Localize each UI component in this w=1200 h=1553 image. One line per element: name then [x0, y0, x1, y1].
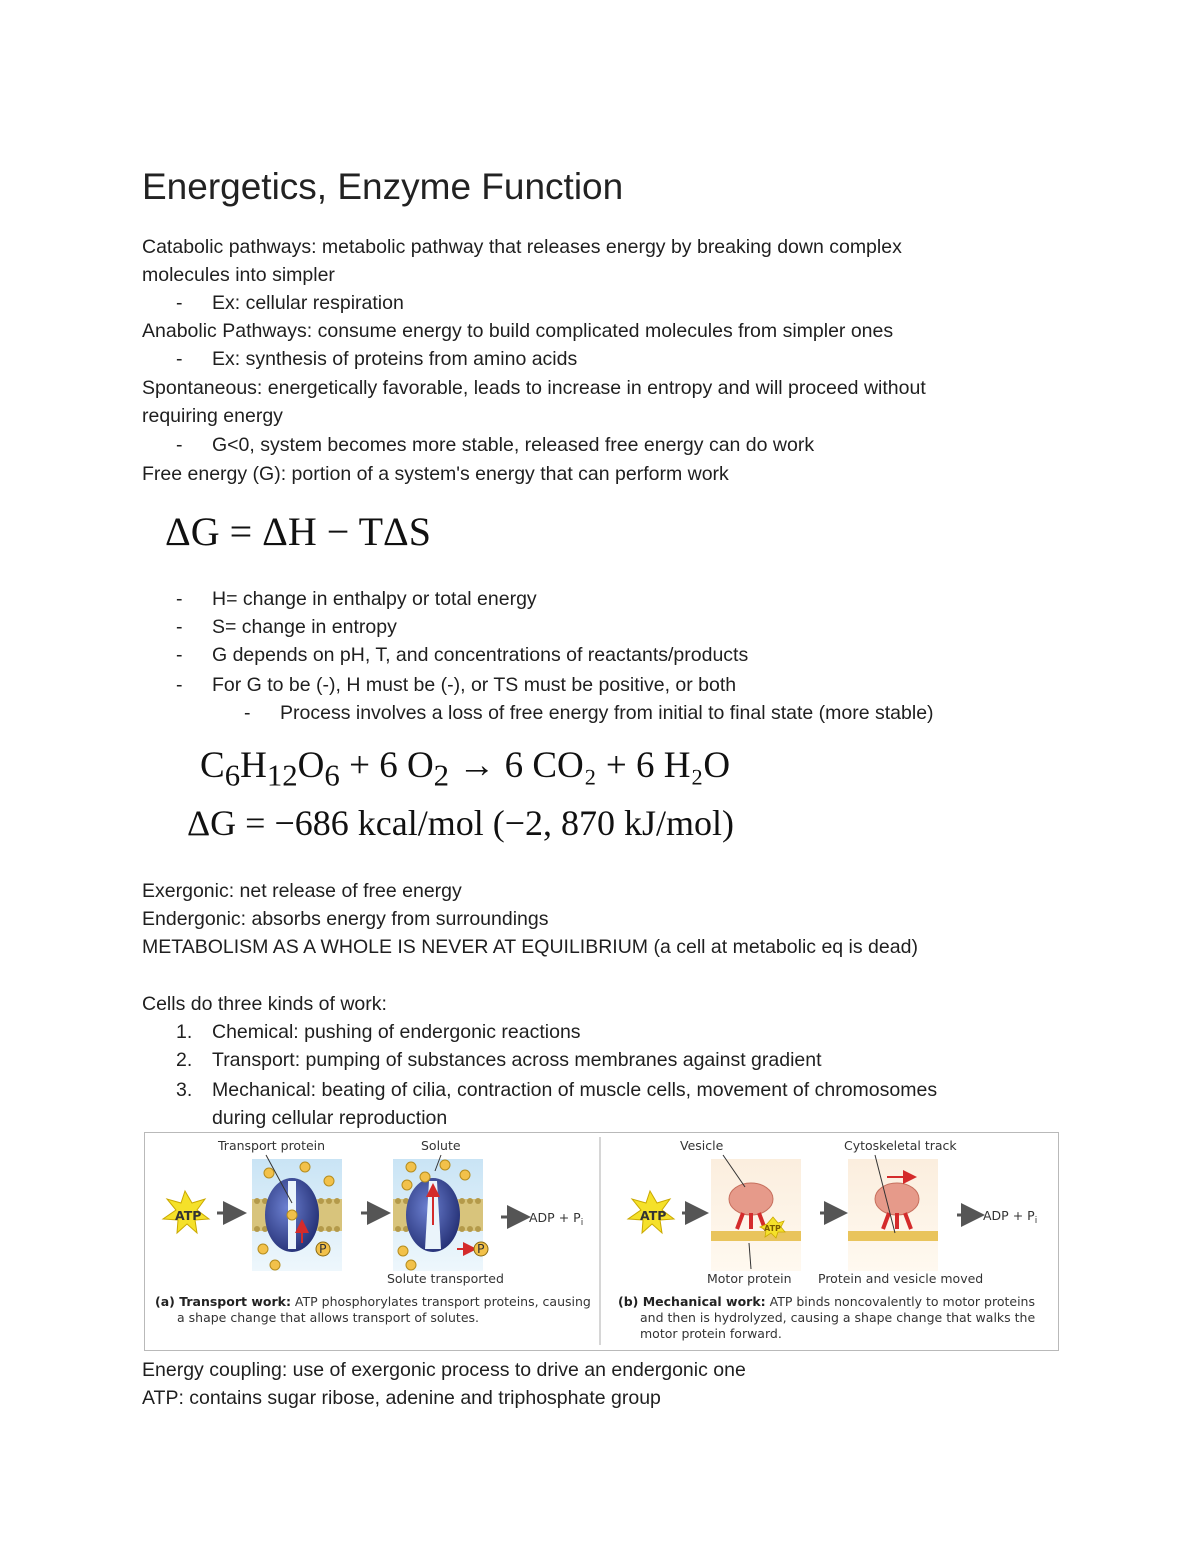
- bullet-text: Ex: cellular respiration: [212, 292, 404, 314]
- caption-text: ATP binds noncovalently to motor proteins: [765, 1294, 1035, 1309]
- vesicle-label: Vesicle: [680, 1138, 724, 1153]
- cytoskeletal-track-label: Cytoskeletal track: [844, 1138, 957, 1153]
- item-text: Transport: pumping of substances across membranes against gradient: [212, 1049, 822, 1071]
- bullet-h-definition: [176, 585, 537, 613]
- mechanical-caption-line-2: and then is hydrolyzed, causing a shape change that walks the: [640, 1310, 1036, 1325]
- pi-i-label: i: [580, 1218, 584, 1228]
- pi-p-label: P: [573, 1210, 581, 1225]
- motor-protein-label: Motor protein: [707, 1271, 792, 1286]
- dash-marker: -: [176, 292, 183, 314]
- transport-protein-label: Transport protein: [218, 1138, 326, 1153]
- dash-marker: -: [176, 434, 183, 456]
- dash-marker: -: [176, 674, 183, 696]
- mechanical-caption-line-3: motor protein forward.: [640, 1326, 782, 1341]
- phosphate-label: P: [319, 1241, 327, 1256]
- glucose-c: C: [200, 745, 225, 786]
- caption-bold: (b) Mechanical work:: [618, 1294, 766, 1309]
- solute-label: Solute: [421, 1138, 461, 1153]
- work-item-3-continued: during cellular reproduction: [212, 1107, 448, 1129]
- transport-caption-line-2: a shape change that allows transport of solutes.: [177, 1310, 480, 1325]
- mechanical-caption-line-1: [618, 1294, 1035, 1309]
- bullet-text: H= change in enthalpy or total energy: [212, 588, 537, 610]
- work-item-3: [176, 1076, 937, 1104]
- spontaneous-line-1: Spontaneous: energetically favorable, leads to increase in entropy and will proceed without: [142, 377, 926, 399]
- item-number: 2.: [176, 1049, 193, 1071]
- work-item-2: [176, 1046, 822, 1074]
- dash-marker: -: [176, 348, 183, 370]
- exergonic-line: Exergonic: net release of free energy: [142, 880, 462, 902]
- adp-label: ADP +: [529, 1210, 574, 1225]
- glucose-equation: $C_6H_{12}O_6 + 6$ $O_2 \to 6$ CO₂ + 6 H₂O: [200, 745, 731, 793]
- solute-transported-label: Solute transported: [387, 1271, 504, 1286]
- pi-i-label: i: [1034, 1216, 1038, 1226]
- metabolism-line: METABOLISM AS A WHOLE IS NEVER AT EQUILIBRIUM (a cell at metabolic eq is dead): [142, 936, 918, 958]
- page-title: Energetics, Enzyme Function: [142, 166, 624, 207]
- item-text: Mechanical: beating of cilia, contraction of muscle cells, movement of chromosomes: [212, 1079, 938, 1101]
- pi-p-label: P: [1027, 1208, 1035, 1223]
- vesicle-moved-icon: [875, 1183, 919, 1215]
- caption-text: ATP phosphorylates transport proteins, causing: [290, 1294, 591, 1309]
- transport-caption-line-1: [155, 1294, 591, 1309]
- bullet-text: G depends on pH, T, and concentrations of reactants/products: [212, 644, 749, 666]
- vesicle-icon: [729, 1183, 773, 1215]
- atp-small-label: ATP: [764, 1224, 781, 1233]
- delta-g-equation: ΔG = −686 kcal/mol (−2, 870 kJ/mol): [187, 803, 735, 843]
- work-figure: [144, 1132, 1059, 1351]
- endergonic-line: Endergonic: absorbs energy from surroundings: [142, 908, 549, 930]
- work-item-1: [176, 1018, 581, 1046]
- catabolic-line-1: Catabolic pathways: metabolic pathway that releases energy by breaking down complex: [142, 236, 902, 258]
- atp-line: ATP: contains sugar ribose, adenine and triphosphate group: [142, 1387, 661, 1409]
- adp-label: ADP +: [983, 1208, 1028, 1223]
- adp-pi-text: [983, 1208, 1037, 1226]
- three-kinds-line: Cells do three kinds of work:: [142, 993, 387, 1015]
- item-number: 1.: [176, 1021, 193, 1043]
- solute-in-channel-icon: [287, 1210, 297, 1220]
- dash-marker: -: [176, 644, 183, 666]
- anabolic-line: Anabolic Pathways: consume energy to build complicated molecules from simpler ones: [142, 320, 894, 342]
- bullet-process-loss: [244, 699, 934, 727]
- gibbs-equation: ΔG = ΔH − TΔS: [165, 509, 432, 554]
- work-figure-svg: [145, 1133, 1058, 1350]
- cytoskeletal-track-2: [848, 1231, 938, 1241]
- adp-pi-text: [529, 1210, 583, 1228]
- item-number: 3.: [176, 1079, 193, 1101]
- bullet-text: S= change in entropy: [212, 616, 397, 638]
- caption-bold: (a) Transport work:: [155, 1294, 291, 1309]
- protein-vesicle-moved-label: Protein and vesicle moved: [818, 1271, 984, 1286]
- phosphate-label: P: [477, 1241, 485, 1256]
- transport-panel: [155, 1138, 591, 1325]
- dash-marker: -: [244, 702, 251, 724]
- atp-label: ATP: [175, 1208, 202, 1223]
- catabolic-line-2: molecules into simpler: [142, 264, 335, 286]
- energy-coupling-line: Energy coupling: use of exergonic process to drive an endergonic one: [142, 1359, 746, 1381]
- bullet-text: For G to be (-), H must be (-), or TS must be positive, or both: [212, 674, 737, 696]
- bullet-s-definition: [176, 613, 397, 641]
- bullet-text: Ex: synthesis of proteins from amino acids: [212, 348, 578, 370]
- glucose-products: 6 CO₂ + 6 H₂O: [504, 745, 731, 786]
- bullet-g-depends: [176, 641, 748, 669]
- bullet-g-negative: [176, 671, 736, 699]
- dash-marker: -: [176, 616, 183, 638]
- bullet-text: Process involves a loss of free energy from initial to final state (more stable): [280, 702, 934, 724]
- bullet-text: G<0, system becomes more stable, released free energy can do work: [212, 434, 815, 456]
- free-energy-line: Free energy (G): portion of a system's energy that can perform work: [142, 463, 729, 485]
- mechanical-panel: [618, 1138, 1037, 1341]
- dash-marker: -: [176, 588, 183, 610]
- item-text: Chemical: pushing of endergonic reactions: [212, 1021, 581, 1043]
- atp-label: ATP: [640, 1208, 667, 1223]
- bullet-g-less-zero: [176, 431, 814, 459]
- bullet-catabolic-example: [176, 289, 404, 317]
- cytoskeletal-track-1: [711, 1231, 801, 1241]
- spontaneous-line-2: requiring energy: [142, 405, 283, 427]
- bullet-anabolic-example: [176, 345, 577, 373]
